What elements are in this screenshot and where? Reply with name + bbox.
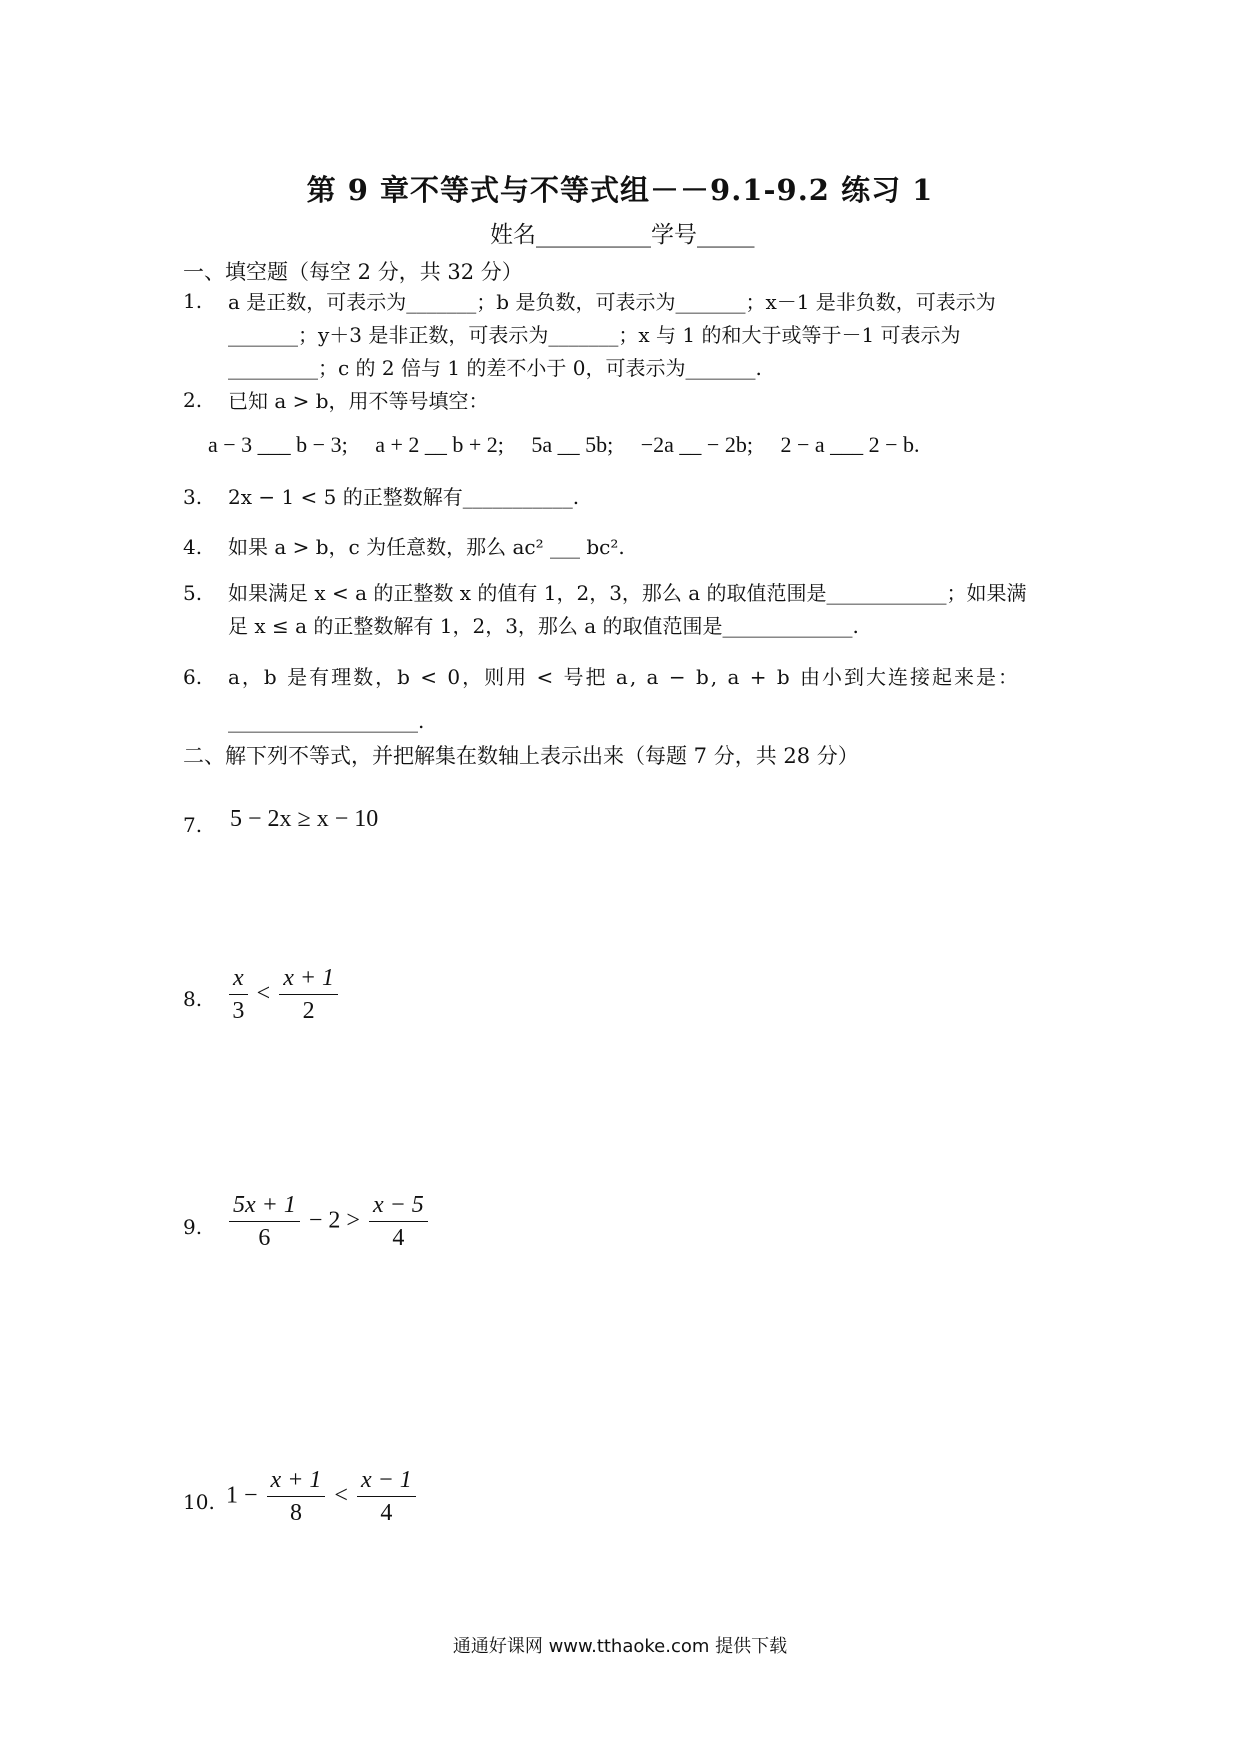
q8-lhs-numerator: x	[229, 965, 248, 995]
q5-line-2: 足 x ≤ a 的正整数解有 1，2，3，那么 a 的取值范围是_____________.	[228, 614, 859, 638]
q10-inequality	[226, 1467, 419, 1527]
q10-lhs-fraction	[267, 1467, 326, 1527]
q10-number: 10.	[183, 1490, 215, 1514]
q8-operator: <	[256, 980, 271, 1007]
q9-rhs-fraction	[369, 1192, 428, 1252]
q9-lhs-numerator: 5x + 1	[229, 1192, 300, 1222]
q10-rhs-fraction	[357, 1467, 416, 1527]
q10-rhs-denominator: 4	[380, 1500, 393, 1526]
q6-line-2: ___________________.	[228, 709, 425, 733]
q4-number: 4.	[183, 535, 203, 559]
page-footer: 通通好课网 www.tthaoke.com 提供下载	[452, 1636, 788, 1657]
q10-lhs-numerator: x + 1	[267, 1467, 326, 1497]
q3-text: 2x − 1 < 5 的正整数解有___________.	[228, 485, 580, 509]
q6-line-1: a，b 是有理数，b < 0，则用 < 号把 a, a − b, a + b 由小到大连接起来是：	[228, 665, 1021, 689]
q2-expressions: a − 3 ___ b − 3; a + 2 __ b + 2; 5a __ 5b; −2a __ − 2b; 2 − a ___ 2 − b.	[208, 432, 920, 457]
q8-rhs-denominator: 2	[302, 998, 315, 1024]
q10-lhs-denominator: 8	[289, 1500, 302, 1526]
q7-inequality: 5 − 2x ≥ x − 10	[230, 806, 379, 832]
q8-lhs-denominator: 3	[232, 998, 245, 1024]
q5-number: 5.	[183, 581, 203, 605]
q7-number: 7.	[183, 813, 203, 837]
q1-line-2: _______；y＋3 是非正数，可表示为_______；x 与 1 的和大于或等于－1 可表示为	[228, 323, 961, 347]
q9-rhs-numerator: x − 5	[369, 1192, 428, 1222]
q8-inequality	[226, 965, 341, 1025]
q6-number: 6.	[183, 665, 203, 689]
q8-number: 8.	[183, 987, 203, 1011]
q10-prefix: 1 −	[226, 1482, 258, 1509]
q1-line-1: a 是正数，可表示为_______；b 是负数，可表示为_______；x－1 是非负数，可表示为	[228, 290, 996, 314]
q2-number: 2.	[183, 388, 203, 412]
q1-line-3: _________；c 的 2 倍与 1 的差不小于 0，可表示为_______.	[228, 356, 762, 380]
q9-inequality	[226, 1192, 431, 1252]
q10-rhs-numerator: x − 1	[357, 1467, 416, 1497]
q8-lhs-fraction	[229, 965, 248, 1025]
q9-middle-term: − 2 >	[308, 1207, 360, 1234]
q9-lhs-fraction	[229, 1192, 300, 1252]
q4-text: 如果 a > b，c 为任意数，那么 ac² ___ bc².	[228, 535, 625, 559]
q10-operator: <	[334, 1482, 348, 1509]
q5-line-1: 如果满足 x < a 的正整数 x 的值有 1，2，3，那么 a 的取值范围是____________；如果满	[228, 581, 1027, 605]
q9-rhs-denominator: 4	[392, 1225, 405, 1251]
q9-lhs-denominator: 6	[258, 1225, 271, 1251]
section-1-heading: 一、填空题（每空 2 分，共 32 分）	[183, 260, 523, 284]
q9-number: 9.	[183, 1215, 203, 1239]
q8-rhs-numerator: x + 1	[279, 965, 338, 995]
q3-number: 3.	[183, 485, 203, 509]
q1-number: 1.	[183, 289, 203, 313]
section-2-heading: 二、解下列不等式，并把解集在数轴上表示出来（每题 7 分，共 28 分）	[183, 744, 859, 768]
name-student-id-line: 姓名__________学号_____	[490, 222, 755, 248]
page-title: 第 9 章不等式与不等式组－－9.1-9.2 练习 1	[306, 173, 934, 207]
q2-text: 已知 a > b，用不等号填空：	[228, 389, 489, 413]
q8-rhs-fraction	[279, 965, 338, 1025]
